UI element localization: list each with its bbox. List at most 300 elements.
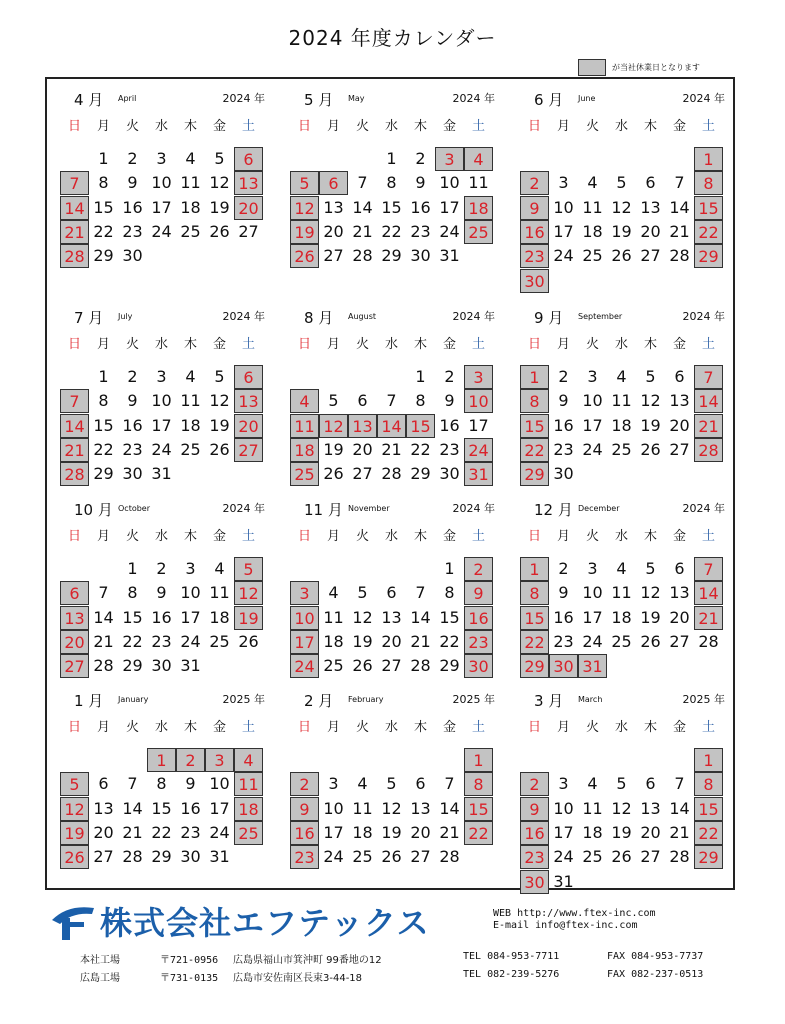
day-cell: 6 [386, 583, 397, 603]
holiday-day-cell: 11 [234, 772, 263, 796]
day-cell: 31 [553, 871, 574, 891]
day-cell: 1 [98, 149, 109, 168]
day-cell: 15 [93, 415, 114, 435]
day-cell: 21 [352, 221, 373, 241]
day-cell: 22 [122, 631, 143, 651]
day-cell: 26 [238, 631, 259, 651]
day-cell: 25 [582, 246, 603, 266]
day-cell: 24 [209, 822, 230, 842]
day-cell: 13 [323, 197, 344, 217]
day-cell: 22 [439, 631, 460, 651]
day-cell: 16 [180, 798, 201, 818]
day-cell: 3 [328, 774, 339, 794]
day-cell: 8 [444, 583, 455, 603]
day-cell: 7 [415, 583, 426, 603]
day-cell: 24 [323, 847, 344, 867]
weekday-label: 水 [614, 119, 628, 134]
day-cell: 20 [93, 822, 114, 842]
day-cell: 20 [323, 221, 344, 241]
office-fax: FAX 082-237-0513 [607, 969, 704, 980]
holiday-day-cell: 21 [60, 438, 89, 462]
month-year: 2024 年 [682, 92, 725, 105]
day-cell: 28 [439, 847, 460, 867]
weekday-label: 土 [701, 720, 715, 735]
holiday-day-cell: 6 [234, 365, 263, 389]
holiday-day-cell: 7 [60, 389, 89, 413]
holiday-day-cell: 2 [176, 748, 205, 772]
weekday-label: 水 [154, 529, 168, 544]
legend [578, 59, 700, 76]
weekday-label: 木 [643, 720, 657, 735]
weekday-label: 水 [614, 720, 628, 735]
day-cell: 28 [352, 246, 373, 266]
day-cell: 11 [468, 173, 489, 193]
day-cell: 22 [381, 221, 402, 241]
day-cell: 18 [180, 415, 201, 435]
day-cell: 21 [669, 822, 690, 842]
weekday-label: 金 [672, 119, 686, 134]
day-cell: 29 [410, 464, 431, 484]
weekday-label: 土 [701, 119, 715, 134]
holiday-day-cell: 15 [520, 414, 549, 438]
day-cell: 29 [93, 246, 114, 266]
legend-text: が当社休業日となります [612, 63, 700, 72]
holiday-day-cell: 20 [60, 630, 89, 654]
day-cell: 5 [645, 559, 656, 578]
holiday-day-cell: 9 [464, 581, 493, 605]
day-cell: 12 [640, 583, 661, 603]
day-cell: 27 [93, 847, 114, 867]
month-english-name: July [118, 312, 133, 321]
weekday-label: 月 [96, 337, 110, 352]
weekday-label: 木 [413, 119, 427, 134]
day-cell: 7 [674, 774, 685, 794]
day-cell: 2 [558, 367, 569, 386]
day-cell: 12 [640, 391, 661, 411]
day-cell: 9 [415, 173, 426, 193]
month-number: 8 月 [304, 309, 334, 327]
month-number: 7 月 [74, 309, 104, 327]
holiday-day-cell: 31 [464, 462, 493, 486]
day-cell: 21 [381, 439, 402, 459]
day-cell: 19 [209, 415, 230, 435]
day-cell: 8 [98, 173, 109, 193]
month-block [520, 89, 728, 291]
holiday-day-cell: 26 [60, 845, 89, 869]
weekday-label: 火 [355, 119, 369, 134]
holiday-day-cell: 10 [464, 389, 493, 413]
company-logo-icon [48, 900, 96, 942]
month-year: 2024 年 [452, 310, 495, 323]
day-cell: 19 [611, 221, 632, 241]
month-number: 6 月 [534, 91, 564, 109]
holiday-day-cell: 9 [520, 196, 549, 220]
weekday-label: 木 [643, 337, 657, 352]
weekday-label: 日 [67, 720, 81, 735]
holiday-day-cell: 14 [694, 389, 723, 413]
email-address[interactable]: E-mail info@ftex-inc.com [493, 920, 638, 931]
day-cell: 2 [127, 149, 138, 168]
day-cell: 1 [127, 559, 138, 578]
holiday-day-cell: 16 [520, 220, 549, 244]
day-cell: 16 [410, 197, 431, 217]
day-cell: 13 [669, 583, 690, 603]
day-cell: 20 [640, 221, 661, 241]
holiday-day-cell: 30 [464, 654, 493, 678]
weekday-label: 日 [527, 337, 541, 352]
weekday-label: 水 [154, 119, 168, 134]
weekday-label: 火 [585, 529, 599, 544]
day-cell: 19 [640, 607, 661, 627]
day-cell: 10 [151, 391, 172, 411]
day-cell: 4 [185, 367, 196, 386]
day-cell: 6 [645, 173, 656, 193]
holiday-day-cell: 7 [694, 557, 723, 581]
weekday-label: 月 [556, 529, 570, 544]
day-cell: 8 [127, 583, 138, 603]
holiday-day-cell: 28 [60, 244, 89, 268]
month-english-name: February [348, 695, 384, 704]
day-cell: 25 [209, 631, 230, 651]
day-cell: 18 [582, 221, 603, 241]
day-cell: 11 [209, 583, 230, 603]
day-cell: 4 [616, 367, 627, 386]
weekday-label: 土 [471, 529, 485, 544]
holiday-day-cell: 15 [520, 606, 549, 630]
day-cell: 29 [381, 246, 402, 266]
day-cell: 17 [151, 197, 172, 217]
day-cell: 18 [180, 197, 201, 217]
weekday-label: 月 [96, 720, 110, 735]
weekday-label: 土 [701, 529, 715, 544]
weekday-label: 金 [442, 337, 456, 352]
day-cell: 9 [156, 583, 167, 603]
day-cell: 19 [352, 631, 373, 651]
weekday-label: 日 [297, 720, 311, 735]
holiday-day-cell: 2 [290, 772, 319, 796]
holiday-day-cell: 18 [234, 797, 263, 821]
holiday-day-cell: 3 [205, 748, 234, 772]
month-header [60, 89, 268, 109]
day-cell: 16 [122, 415, 143, 435]
day-cell: 19 [209, 197, 230, 217]
holiday-day-cell: 16 [290, 821, 319, 845]
holiday-day-cell: 24 [464, 438, 493, 462]
web-url[interactable]: WEB http://www.ftex-inc.com [493, 908, 656, 919]
day-cell: 31 [151, 464, 172, 484]
day-cell: 27 [352, 464, 373, 484]
holiday-day-cell: 22 [520, 630, 549, 654]
holiday-day-cell: 21 [694, 606, 723, 630]
holiday-day-cell: 20 [234, 414, 263, 438]
day-cell: 3 [185, 559, 196, 578]
day-cell: 23 [122, 439, 143, 459]
weekday-label: 金 [212, 119, 226, 134]
day-cell: 24 [151, 221, 172, 241]
day-cell: 28 [410, 656, 431, 676]
weekday-label: 月 [556, 119, 570, 134]
day-cell: 2 [415, 149, 426, 168]
office-postal: 〒731-0135 [160, 973, 219, 984]
day-cell: 1 [98, 367, 109, 386]
weekday-label: 水 [614, 337, 628, 352]
page-title: 2024 年度カレンダー [288, 26, 497, 50]
holiday-day-cell: 23 [290, 845, 319, 869]
holiday-day-cell: 5 [290, 171, 319, 195]
holiday-day-cell: 8 [694, 171, 723, 195]
weekday-label: 木 [183, 720, 197, 735]
day-cell: 28 [93, 656, 114, 676]
day-cell: 17 [582, 415, 603, 435]
day-cell: 14 [410, 607, 431, 627]
month-year: 2025 年 [222, 693, 265, 706]
day-cell: 7 [444, 774, 455, 794]
day-cell: 5 [645, 367, 656, 386]
day-cell: 2 [156, 559, 167, 578]
day-cell: 10 [582, 583, 603, 603]
holiday-day-cell: 19 [60, 821, 89, 845]
weekday-label: 水 [154, 720, 168, 735]
day-cell: 30 [410, 246, 431, 266]
month-block [60, 89, 268, 279]
weekday-label: 土 [471, 720, 485, 735]
weekday-label: 土 [241, 119, 255, 134]
weekday-label: 月 [326, 337, 340, 352]
weekday-label: 月 [556, 337, 570, 352]
day-cell: 20 [640, 822, 661, 842]
day-cell: 18 [582, 822, 603, 842]
holiday-day-cell: 22 [520, 438, 549, 462]
month-english-name: December [578, 504, 620, 513]
holiday-day-cell: 1 [694, 147, 723, 171]
weekday-label: 火 [125, 720, 139, 735]
day-cell: 22 [151, 822, 172, 842]
holiday-day-cell: 24 [290, 654, 319, 678]
weekday-label: 水 [384, 119, 398, 134]
weekday-label: 火 [125, 529, 139, 544]
day-cell: 27 [669, 439, 690, 459]
day-cell: 28 [122, 847, 143, 867]
day-cell: 21 [669, 221, 690, 241]
day-cell: 31 [209, 847, 230, 867]
holiday-day-cell: 15 [406, 414, 435, 438]
day-cell: 6 [645, 774, 656, 794]
day-cell: 21 [410, 631, 431, 651]
day-cell: 30 [122, 464, 143, 484]
day-cell: 17 [439, 197, 460, 217]
day-cell: 4 [214, 559, 225, 578]
month-year: 2024 年 [682, 502, 725, 515]
holiday-day-cell: 30 [520, 269, 549, 293]
day-cell: 9 [558, 583, 569, 603]
holiday-day-cell: 6 [234, 147, 263, 171]
month-number: 10 月 [74, 501, 113, 519]
holiday-day-cell: 25 [290, 462, 319, 486]
day-cell: 17 [323, 822, 344, 842]
month-number: 3 月 [534, 692, 564, 710]
day-cell: 10 [553, 798, 574, 818]
day-cell: 15 [93, 197, 114, 217]
month-year: 2024 年 [222, 502, 265, 515]
month-number: 12 月 [534, 501, 573, 519]
day-cell: 28 [698, 631, 719, 651]
weekday-label: 木 [413, 720, 427, 735]
weekday-label: 水 [154, 337, 168, 352]
day-cell: 27 [640, 246, 661, 266]
holiday-day-cell: 1 [464, 748, 493, 772]
day-cell: 14 [669, 197, 690, 217]
holiday-day-cell: 13 [234, 171, 263, 195]
day-cell: 11 [352, 798, 373, 818]
holiday-day-cell: 14 [694, 581, 723, 605]
day-cell: 26 [323, 464, 344, 484]
day-cell: 30 [151, 656, 172, 676]
day-cell: 4 [616, 559, 627, 578]
day-cell: 17 [553, 822, 574, 842]
day-cell: 7 [357, 173, 368, 193]
day-cell: 26 [611, 246, 632, 266]
day-cell: 6 [674, 367, 685, 386]
holiday-day-cell: 23 [520, 244, 549, 268]
day-cell: 9 [185, 774, 196, 794]
month-english-name: April [118, 94, 137, 103]
holiday-day-cell: 4 [290, 389, 319, 413]
day-cell: 26 [640, 631, 661, 651]
weekday-label: 日 [527, 529, 541, 544]
day-cell: 27 [410, 847, 431, 867]
weekday-label: 日 [297, 119, 311, 134]
day-cell: 3 [156, 149, 167, 168]
office-name: 広島工場 [80, 973, 120, 984]
month-english-name: September [578, 312, 623, 321]
month-year: 2024 年 [222, 92, 265, 105]
weekday-label: 金 [672, 337, 686, 352]
holiday-day-cell: 21 [694, 414, 723, 438]
holiday-day-cell: 5 [60, 772, 89, 796]
day-cell: 1 [415, 367, 426, 386]
day-cell: 26 [209, 221, 230, 241]
month-year: 2025 年 [682, 693, 725, 706]
month-header [60, 690, 268, 710]
day-cell: 23 [122, 221, 143, 241]
day-cell: 3 [558, 774, 569, 794]
weekday-label: 木 [183, 529, 197, 544]
day-cell: 28 [669, 847, 690, 867]
legend-swatch [578, 59, 606, 76]
day-cell: 31 [180, 656, 201, 676]
month-block [290, 499, 498, 689]
office-tel: TEL 082-239-5276 [463, 969, 560, 980]
day-cell: 23 [151, 631, 172, 651]
day-cell: 20 [410, 822, 431, 842]
day-cell: 11 [323, 607, 344, 627]
holiday-day-cell: 6 [319, 171, 348, 195]
day-cell: 28 [669, 246, 690, 266]
day-cell: 9 [127, 391, 138, 411]
holiday-day-cell: 6 [60, 581, 89, 605]
day-cell: 6 [674, 559, 685, 578]
weekday-label: 金 [212, 529, 226, 544]
holiday-day-cell: 13 [234, 389, 263, 413]
holiday-day-cell: 12 [60, 797, 89, 821]
month-number: 11 月 [304, 501, 343, 519]
day-cell: 10 [209, 774, 230, 794]
weekday-label: 火 [355, 529, 369, 544]
month-number: 4 月 [74, 91, 104, 109]
holiday-day-cell: 29 [520, 654, 549, 678]
holiday-day-cell: 22 [464, 821, 493, 845]
month-english-name: January [118, 695, 149, 704]
month-block [290, 89, 498, 279]
holiday-day-cell: 10 [290, 606, 319, 630]
holiday-day-cell: 9 [290, 797, 319, 821]
weekday-label: 土 [241, 720, 255, 735]
holiday-day-cell: 22 [694, 220, 723, 244]
day-cell: 1 [386, 149, 397, 168]
holiday-day-cell: 12 [234, 581, 263, 605]
day-cell: 11 [180, 391, 201, 411]
day-cell: 18 [209, 607, 230, 627]
weekday-label: 木 [413, 529, 427, 544]
holiday-day-cell: 30 [549, 654, 578, 678]
day-cell: 24 [180, 631, 201, 651]
holiday-day-cell: 14 [377, 414, 406, 438]
month-block [520, 307, 728, 497]
day-cell: 19 [323, 439, 344, 459]
day-cell: 3 [587, 367, 598, 386]
month-english-name: March [578, 695, 603, 704]
day-cell: 14 [352, 197, 373, 217]
holiday-day-cell: 13 [348, 414, 377, 438]
day-cell: 17 [468, 415, 489, 435]
weekday-label: 木 [183, 119, 197, 134]
office-name: 本社工場 [80, 955, 120, 966]
holiday-day-cell: 2 [520, 772, 549, 796]
holiday-day-cell: 5 [234, 557, 263, 581]
day-cell: 24 [582, 439, 603, 459]
day-cell: 23 [553, 631, 574, 651]
day-cell: 8 [386, 173, 397, 193]
month-block [60, 690, 268, 880]
day-cell: 20 [381, 631, 402, 651]
day-cell: 13 [640, 798, 661, 818]
day-cell: 10 [180, 583, 201, 603]
holiday-day-cell: 29 [694, 845, 723, 869]
day-cell: 2 [444, 367, 455, 386]
weekday-label: 日 [297, 529, 311, 544]
holiday-day-cell: 30 [520, 870, 549, 894]
day-cell: 24 [582, 631, 603, 651]
weekday-label: 日 [297, 337, 311, 352]
day-cell: 18 [611, 607, 632, 627]
holiday-day-cell: 2 [464, 557, 493, 581]
day-cell: 30 [122, 246, 143, 266]
weekday-label: 日 [527, 119, 541, 134]
weekday-label: 火 [585, 720, 599, 735]
day-cell: 24 [439, 221, 460, 241]
day-cell: 14 [122, 798, 143, 818]
day-cell: 21 [122, 822, 143, 842]
day-cell: 31 [439, 246, 460, 266]
day-cell: 12 [209, 173, 230, 193]
company-name: 株式会社エフテックス [100, 904, 430, 942]
day-cell: 21 [439, 822, 460, 842]
month-year: 2024 年 [452, 92, 495, 105]
month-year: 2025 年 [452, 693, 495, 706]
day-cell: 24 [151, 439, 172, 459]
day-cell: 12 [209, 391, 230, 411]
day-cell: 24 [553, 246, 574, 266]
